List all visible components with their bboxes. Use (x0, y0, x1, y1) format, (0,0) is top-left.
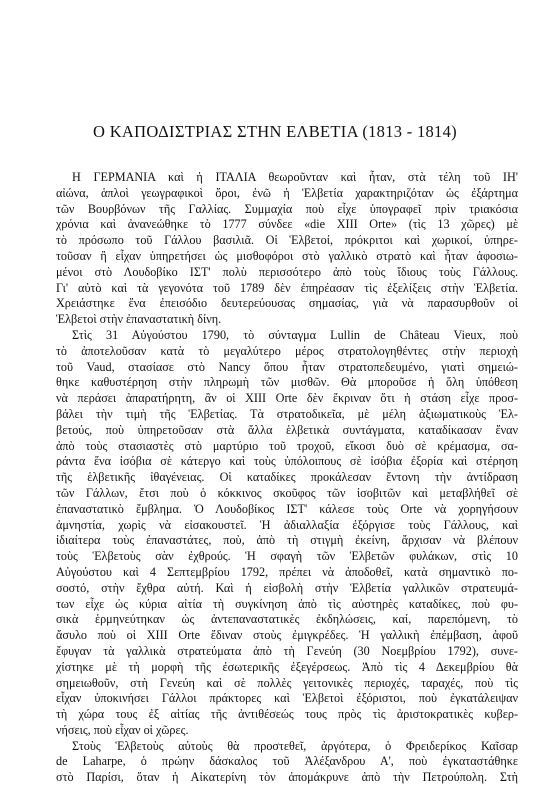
paragraph (56, 739, 518, 786)
text-line: τοῦσαν ἢ εἶχαν ὑπηρετήσει ὡς μισθοφόροι στὸ γαλλικὸ στρατὸ καὶ ἦταν ἀφοσιω- (56, 248, 518, 263)
text-line: τὸ πρόσωπο τοῦ Γάλλου βασιλιᾶ. Οἱ Ἑλβετοί, πρόκριτοι καὶ χωρικοί, ὑπηρε- (56, 233, 518, 248)
text-line: σοστό, στὴν ἔχθρα αὐτή. Καὶ ἡ εἰσβολὴ στὴν Ἑλβετία γαλλικῶν στρατευμά- (56, 580, 518, 595)
text-line: ἀπὸ τοὺς στασιαστὲς στὸ μαρτύριο τοῦ τροχοῦ, εἴκοσι δυὸ σὲ κρέμασμα, σα- (56, 438, 518, 453)
text-line: τὴ χώρα τους ἐξ αἰτίας τῆς ἀντιθέσεώς τους πρὸς τὶς ἀριστοκρατικὲς κυβερ- (56, 707, 518, 722)
text-line: ἔφυγαν τὰ γαλλικὰ στρατεύματα ἀπὸ τὴ Γενεύη (30 Νοεμβρίου 1792), συνε- (56, 643, 518, 658)
text-line: αἰώνα, ἁπλοὶ γεωγραφικοὶ ὅροι, ἐνῶ ἡ Ἑλβετία χαρακτηριζόταν ὡς ἐξάρτημα (56, 185, 518, 200)
text-line: χίστηκε μὲ τὴ μορφὴ τῆς ἐσωτερικῆς ἐξεγέρσεως. Ἀπὸ τὶς 4 Δεκεμβρίου θὰ (56, 659, 518, 674)
text-line: Αὐγούστου καὶ 4 Σεπτεμβρίου 1792, πρέπει νὰ ἀποδοθεῖ, κατὰ σημαντικὸ πο- (56, 564, 518, 579)
text-line: τῶν Γάλλων, ἔτσι ποὺ ὁ κόκκινος σκοῦφος τῶν ἰσοβιτῶν καὶ μεταβλήθεῖ σὲ (56, 485, 518, 500)
text-line: τῆς ἑλβετικῆς ἰθαγένειας. Οἱ καταδίκες προκάλεσαν ἔντονη τὴν ἀντίδραση (56, 470, 518, 485)
text-line: τοῦ Vaud, στασίασε στὸ Nancy ὅπου ἦταν στρατοπεδευμένο, γιατὶ σημειώ- (56, 359, 518, 374)
text-line: μένοι στὸ Λουδοβίκο ΙΣΤ' πολὺ περισσότερο ἀπὸ τοὺς ἴδιους τοὺς Γάλλους. (56, 264, 518, 279)
text-line: σικὰ ἑρμηνεύτηκαν ὡς ἀντεπαναστατικὲς ἐκδηλώσεις, καί, παρεπόμενη, τὸ (56, 612, 518, 627)
text-line: σημειωθοῦν, στὴ Γενεύη καὶ σὲ πολλὲς γειτονικὲς περιοχές, ταραχές, ποὺ τὶς (56, 675, 518, 690)
text-line: στὸ Παρίσι, ὅταν ἡ Αἰκατερίνη τὸν ἀπομάκρυνε ἀπὸ τὴν Πετρούπολη. Στὴ (56, 770, 518, 785)
text-line: θηκε καθυστέρηση στὴν πληρωμὴ τῶν μισθῶν. Θὰ μποροῦσε ἡ ὅλη ὑπόθεση (56, 375, 518, 390)
text-line: ράντα ἕνα ἰσόβια σὲ κάτεργο καὶ τοὺς ὑπόλοιπους σὲ ἰσόβια ἐξορία καὶ στέρηση (56, 454, 518, 469)
text-line: Στοὺς Ἑλβετοὺς αὐτοὺς θὰ προστεθεῖ, ἀργότερα, ὁ Φρειδερίκος Καῖσαρ (72, 738, 518, 753)
text-line: ἐπαναστατικὸ ἔμβλημα. Ὁ Λουδοβίκος ΙΣΤ' κάλεσε τοὺς Orte νὰ χορηγήσουν (56, 501, 518, 516)
text-line: τοὺς Ἑλβετοὺς σὰν ἐχθρούς. Ἡ σφαγὴ τῶν Ἑλβετῶν φυλάκων, στὶς 10 (56, 549, 518, 564)
text-line: ἀμνηστία, χωρὶς νὰ εἰσακουστεῖ. Ἡ ἀδιαλλαξία ἐξόργισε τοὺς Γάλλους, καὶ (56, 517, 518, 532)
text-line: ἰδιαίτερα τοὺς ἐπαναστάτες, ποὺ, ἀπὸ τὴ στιγμὴ ἐκείνη, ἄρχισαν νὰ βλέπουν (56, 533, 518, 548)
text-line: Ἑλβετοὶ στὴν ἐπαναστατικὴ δίνη. (56, 312, 222, 327)
text-line: νὰ περάσει ἀπαρατήρητη, ἂν οἱ XIII Orte δὲν ἔκριναν ὅτι ἡ στάση εἶχε προσ- (56, 391, 518, 406)
paragraph (56, 328, 518, 739)
body-text (56, 170, 518, 786)
text-line: ἄσυλο ποὺ οἱ XIII Orte ἔδιναν στοὺς ἐμιγκρέδες. Ἡ γαλλικὴ ἐπέμβαση, ἀφοῦ (56, 628, 518, 643)
page-title: Ο ΚΑΠΟΔΙΣΤΡΙΑΣ ΣΤΗΝ ΕΛΒΕΤΙΑ (1813 - 1814) (93, 122, 457, 141)
text-line: Η ΓΕΡΜΑΝΙΑ καὶ ἡ ΙΤΑΛΙΑ θεωροῦνταν καὶ ἦταν, στὰ τέλη τοῦ ΙΗ' (72, 170, 518, 184)
text-line: de Laharpe, ὁ πρώην δάσκαλος τοῦ Ἀλέξανδρου Α', ποὺ ἐγκαταστάθηκε (56, 754, 518, 769)
text-line: τῶν Βουρβόνων τῆς Γαλλίας. Συμμαχία ποὺ εἶχε ὑπογραφεῖ πρὶν τριακόσια (56, 201, 518, 216)
text-line: Στὶς 31 Αὐγούστου 1790, τὸ σύνταγμα Lullin de Château Vieux, ποὺ (72, 327, 518, 342)
text-line: Γι' αὐτὸ καὶ τὰ γεγονότα τοῦ 1789 δὲν ἐπηρέασαν τὶς ἐξελίξεις στὴν Ἑλβετία. (56, 280, 518, 295)
text-line: βετούς, ποὺ ὑπηρετοῦσαν στὰ ἄλλα ἑλβετικὰ συντάγματα, καταδίκασαν ἕναν (56, 422, 518, 437)
text-line: των εἶχε ὡς κύρια αἰτία τὴ συγκίνηση ἀπὸ τὶς αὐστηρὲς καταδίκες, ποὺ φυ- (56, 596, 518, 611)
text-line: εἶχαν ὑποκινήσει Γάλλοι πράκτορες καὶ Ἑλβετοὶ ἐξόριστοι, ποὺ ἐγκατάλειψαν (56, 691, 518, 706)
text-line: βάλει τὴν τιμὴ τῆς Ἑλβετίας. Τὰ στρατοδικεῖα, μὲ μέλη ἀξιωματικοὺς Ἑλ- (56, 406, 518, 421)
paragraph (56, 170, 518, 328)
text-line: χρόνια καὶ ἀνανεώθηκε τὸ 1777 σύνδεε «die XIII Orte» (τὶς 13 χῶρες) μὲ (56, 217, 518, 232)
text-line: Χρειάστηκε ἕνα ἐπεισόδιο δευτερεύουσας σημασίας, γιὰ νὰ παρασυρθοῦν οἱ (56, 296, 518, 311)
text-line: νήσεις, ποὺ εἶχαν οἱ χῶρες. (56, 722, 189, 737)
text-line: τὸ ἀποτελοῦσαν κατὰ τὸ μεγαλύτερο μέρος στρατολογηθέντες στὴν περιοχὴ (56, 343, 518, 358)
